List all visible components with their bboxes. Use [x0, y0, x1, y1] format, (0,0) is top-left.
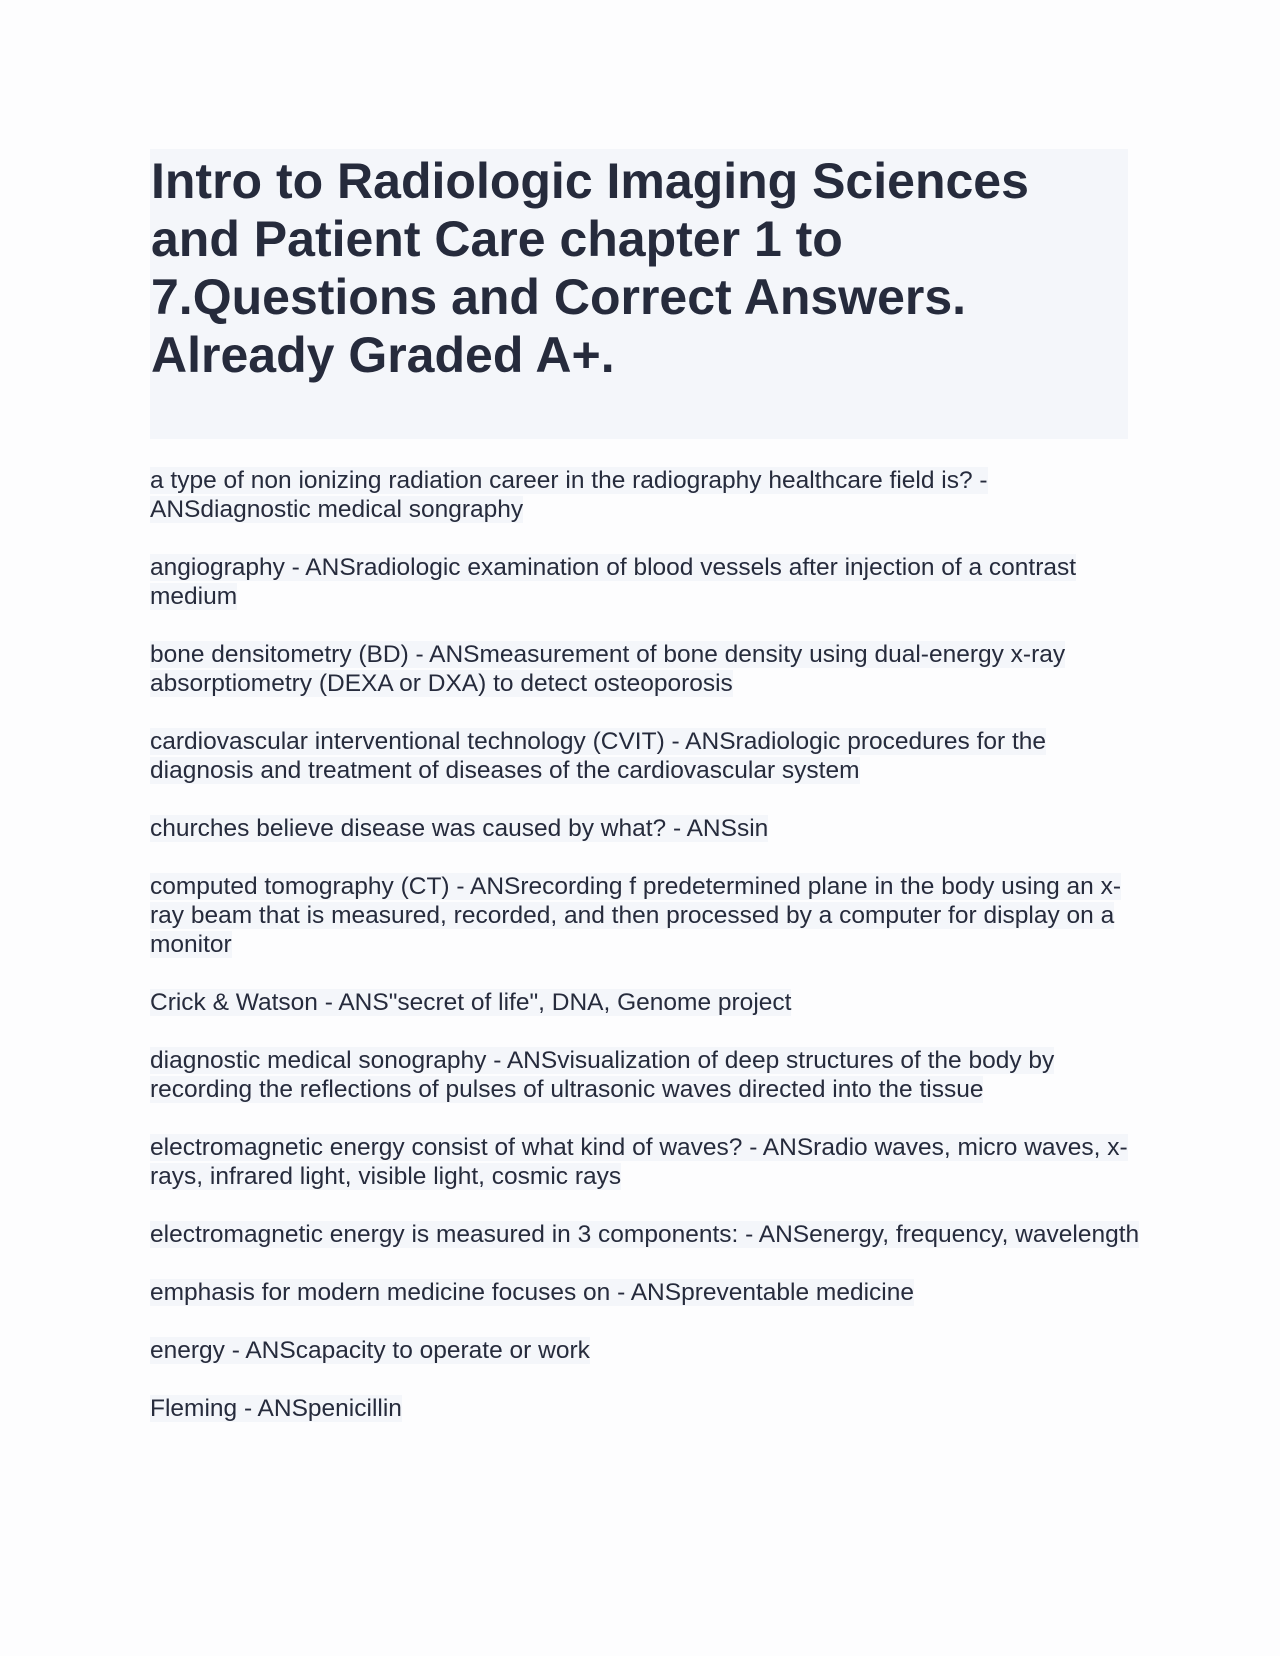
- qa-list: [150, 466, 1140, 1452]
- qa-entry-text: churches believe disease was caused by what? - ANSsin: [150, 815, 769, 842]
- qa-entry-text: diagnostic medical sonography - ANSvisualization of deep structures of the body by recording the reflections of pulses of ultrasonic waves directed into the tissue: [150, 1047, 1055, 1103]
- qa-entry-text: emphasis for modern medicine focuses on - ANSpreventable medicine: [150, 1279, 914, 1306]
- title-block: [150, 149, 1128, 439]
- document-title: Intro to Radiologic Imaging Sciences and Patient Care chapter 1 to 7.Questions and Correct Answers. Already Graded A+.: [151, 153, 1029, 383]
- qa-entry: [150, 1278, 1140, 1307]
- qa-entry: [150, 640, 1140, 698]
- qa-entry: [150, 872, 1140, 959]
- qa-entry-text: energy - ANScapacity to operate or work: [150, 1337, 590, 1364]
- qa-entry: [150, 727, 1140, 785]
- qa-entry-text: bone densitometry (BD) - ANSmeasurement of bone density using dual-energy x-ray absorptiometry (DEXA or DXA) to detect osteoporosis: [150, 641, 1066, 697]
- qa-entry: [150, 1220, 1140, 1249]
- qa-entry: [150, 1336, 1140, 1365]
- qa-entry: [150, 988, 1140, 1017]
- qa-entry: [150, 553, 1140, 611]
- qa-entry: [150, 1394, 1140, 1423]
- qa-entry: [150, 466, 1140, 524]
- qa-entry: [150, 814, 1140, 843]
- qa-entry-text: electromagnetic energy is measured in 3 components: - ANSenergy, frequency, wavelength: [150, 1221, 1140, 1248]
- qa-entry-text: a type of non ionizing radiation career in the radiography healthcare field is? - ANSdiagnostic medical songraphy: [150, 467, 988, 523]
- qa-entry-text: computed tomography (CT) - ANSrecording f predetermined plane in the body using an x-ray beam that is measured, recorded, and then processed by a computer for display on a monitor: [150, 873, 1121, 958]
- qa-entry-text: Fleming - ANSpenicillin: [150, 1395, 402, 1422]
- qa-entry: [150, 1133, 1140, 1191]
- qa-entry-text: angiography - ANSradiologic examination of blood vessels after injection of a contrast medium: [150, 554, 1077, 610]
- qa-entry-text: Crick & Watson - ANS"secret of life", DNA, Genome project: [150, 989, 792, 1016]
- qa-entry: [150, 1046, 1140, 1104]
- qa-entry-text: cardiovascular interventional technology (CVIT) - ANSradiologic procedures for the diagnosis and treatment of diseases of the cardiovascular system: [150, 728, 1047, 784]
- qa-entry-text: electromagnetic energy consist of what kind of waves? - ANSradio waves, micro waves, x-rays, infrared light, visible light, cosmic rays: [150, 1134, 1128, 1190]
